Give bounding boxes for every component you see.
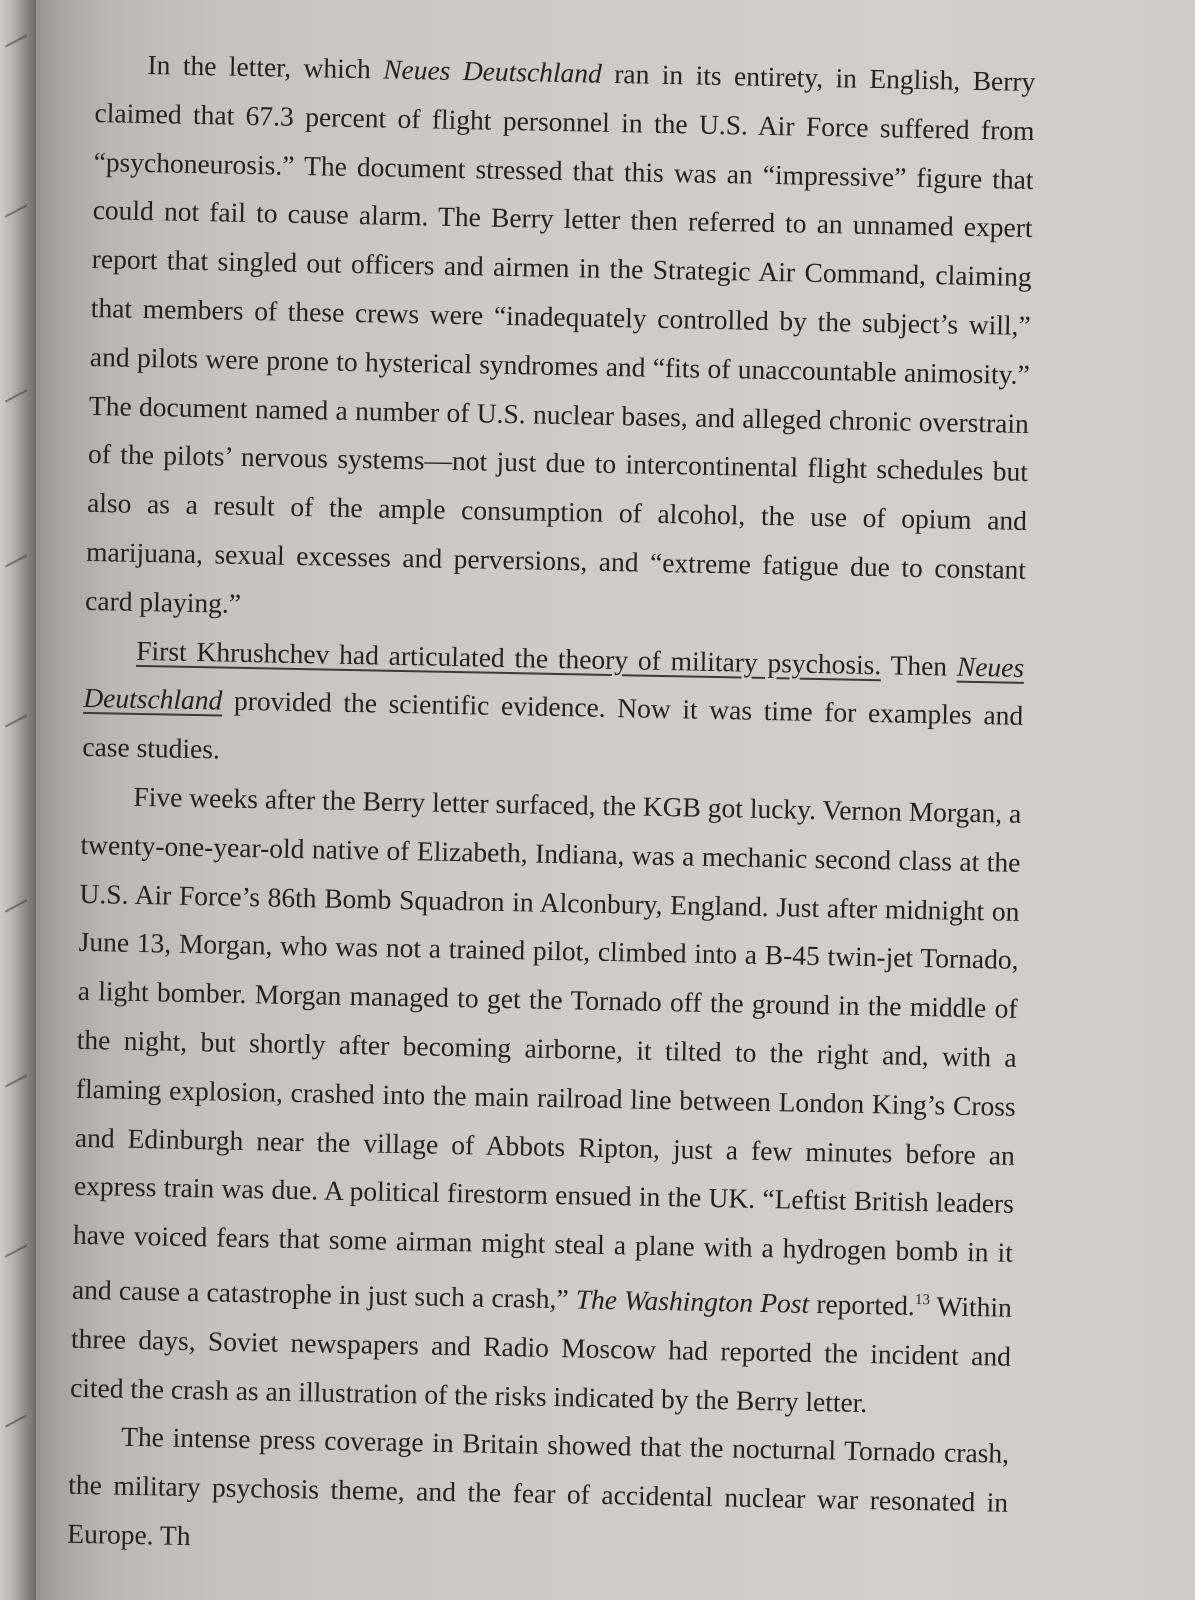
paragraph-tornado-crash xyxy=(70,772,1022,1430)
footnote-marker: 13 xyxy=(914,1291,931,1309)
paragraph-text: ran in its entirety, in English, Berry claimed that 67.3 percent of flight personnel in the U.S. Air Force suffered from “psychoneurosis.” The document stressed that this was an “impressive” figure that could not fail to cause alarm. The Berry letter then referred to an unnamed expert report that singled out officers and airmen in the Strategic Air Command, claiming that members of these crews were “inadequately controlled by the subject’s will,” and pilots were prone to hysterical syndromes and “fits of unaccountable animosity.” The document named a number of U.S. nuclear bases, and alleged chronic overstrain of the pilots’ nervous systems—not just due to intercontinental flight schedules but also as a result of the ample consumption of alcohol, the use of opium and marijuana, sexual excesses and perversions, and “extreme fatigue due to constant card playing.” xyxy=(84,57,1036,619)
paragraph-berry-letter xyxy=(85,40,1036,644)
newspaper-title: Neues Deutschland xyxy=(83,650,1025,716)
paragraph-military-psychosis xyxy=(82,625,1025,789)
facing-page-mark xyxy=(5,554,27,567)
underlined-text: First Khrushchev had articulated the theory of military psychosis. xyxy=(136,634,882,680)
paragraph-text: Five weeks after the Berry letter surfaced, the KGB got lucky. Vernon Morgan, a twenty-one-year-old native of Elizabeth, Indiana, was a mechanic second class at the U.S. Air Force’s 86th Bomb Squadron in Alconbury, England. Just after midnight on June 13, Morgan, who was not a trained pilot, climbed into a B-45 twin-jet Tornado, a light bomber. Morgan managed to get the Tornado off the ground in the middle of the night, but shortly after becoming airborne, it tilted to the right and, with a flaming explosion, crashed into the main railroad line between London King’s Cross and Edinburgh near the village of Abbots Ripton, just a few minutes before an express train was due. A political firestorm ensued in the UK. “Leftist British leaders have voiced fears that some airman might steal a plane with a hydrogen bomb in it and cause a catastrophe in just such a crash,” xyxy=(71,780,1022,1315)
newspaper-title: The Washington Post xyxy=(575,1283,810,1319)
paragraph-text: provided the scientific evidence. Now it was time for examples and case studies. xyxy=(82,684,1024,765)
facing-page-mark xyxy=(5,34,27,47)
facing-page-mark xyxy=(5,1244,27,1257)
paragraph-text: Within three days, Soviet newspapers and Radio Moscow had reported the incident and cited the crash as an illustration of the risks indicated by the Berry letter. xyxy=(69,1290,1013,1418)
book-page-text xyxy=(67,40,1036,1576)
facing-page-mark xyxy=(5,899,27,912)
paragraph-press-coverage xyxy=(67,1412,1010,1576)
facing-page-mark xyxy=(5,204,27,217)
newspaper-title: Neues Deutschland xyxy=(382,53,603,89)
facing-page-edge xyxy=(0,0,36,1600)
paragraph-text: The intense press coverage in Britain showed that the nocturnal Tornado crash, the military psychosis theme, and the fear of accidental nuclear war resonated in Europe. Th xyxy=(67,1421,1010,1551)
paragraph-text: reported. xyxy=(808,1287,916,1321)
facing-page-mark xyxy=(5,714,27,727)
paragraph-text: In the letter, which xyxy=(147,48,384,85)
facing-page-mark xyxy=(5,1074,27,1087)
facing-page-mark xyxy=(5,1414,27,1427)
facing-page-mark xyxy=(5,389,27,402)
paragraph-text: Then xyxy=(881,648,958,682)
